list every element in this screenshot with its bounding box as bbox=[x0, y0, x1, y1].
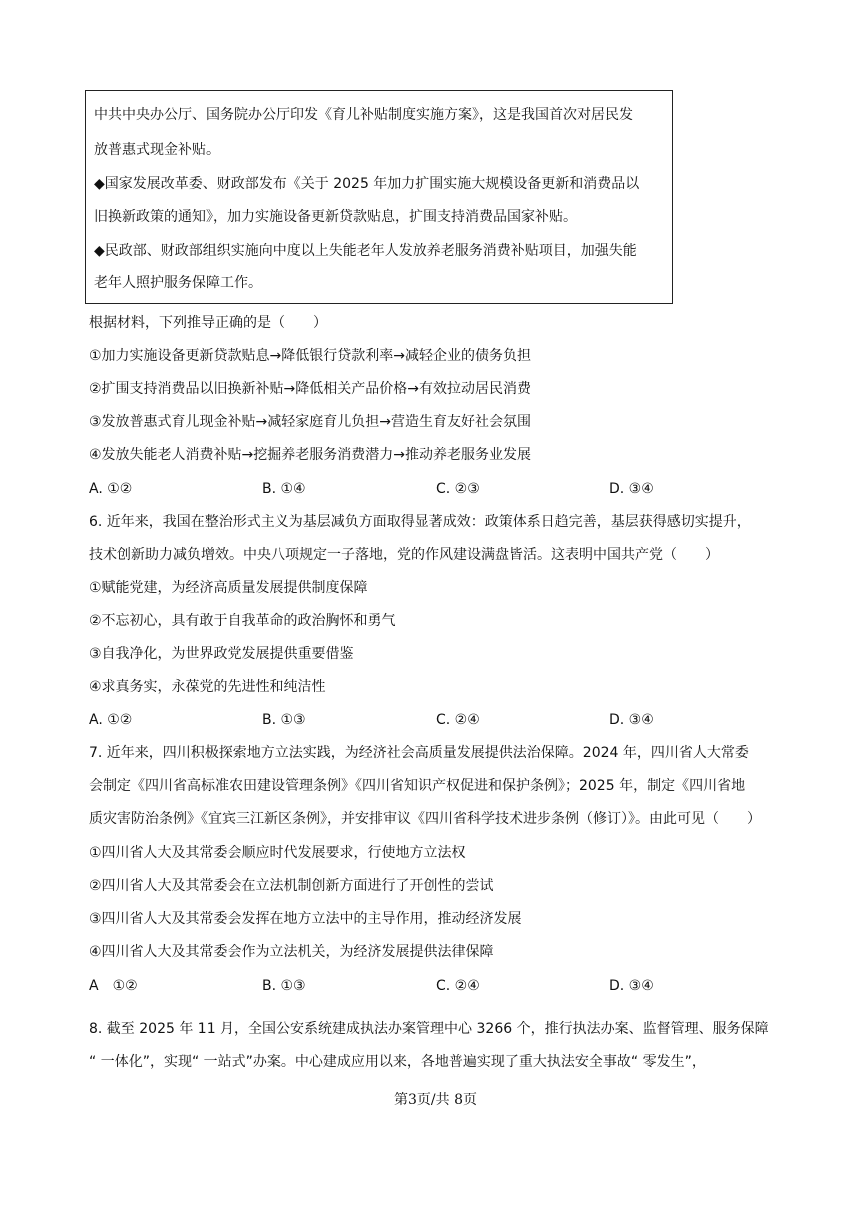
answer-option-d: D. ③④ bbox=[609, 712, 654, 728]
material-line: 中共中央办公厅、国务院办公厅印发《育儿补贴制度实施方案》，这是我国首次对居民发 bbox=[94, 107, 633, 123]
answer-option-c: C. ②④ bbox=[436, 978, 480, 994]
question-item: ②扩围支持消费品以旧换新补贴→降低相关产品价格→有效拉动居民消费 bbox=[89, 381, 532, 397]
question-item: ③自我净化，为世界政党发展提供重要借鉴 bbox=[89, 646, 354, 662]
question-item: ②不忘初心，具有敢于自我革命的政治胸怀和勇气 bbox=[89, 613, 396, 629]
question-stem: 会制定《四川省高标准农田建设管理条例》《四川省知识产权促进和保护条例》；2025 年，制定《四川省地 bbox=[89, 778, 746, 794]
answer-option-b: B. ①④ bbox=[262, 481, 306, 497]
question-item: ④发放失能老人消费补贴→挖掘养老服务消费潜力→推动养老服务业发展 bbox=[89, 447, 532, 463]
question-item: ③发放普惠式育儿现金补贴→减轻家庭育儿负担→营造生育友好社会氛围 bbox=[89, 414, 532, 430]
question-stem: 质灾害防治条例》《宜宾三江新区条例》，并安排审议《四川省科学技术进步条例（修订）》。由此可见（ ） bbox=[89, 811, 761, 827]
answer-option-d: D. ③④ bbox=[609, 978, 654, 994]
question-item: ④求真务实，永葆党的先进性和纯洁性 bbox=[89, 679, 326, 695]
answer-option-a: A ①② bbox=[89, 978, 138, 994]
question-stem: “ 一体化”，实现“ 一站式”办案。中心建成应用以来，各地普遍实现了重大执法安全事故“ 零发生”， bbox=[89, 1054, 706, 1070]
question-item: ②四川省人大及其常委会在立法机制创新方面进行了开创性的尝试 bbox=[89, 878, 494, 894]
material-line: 放普惠式现金补贴。 bbox=[94, 142, 220, 158]
material-line: ◆民政部、财政部组织实施向中度以上失能老年人发放养老服务消费补贴项目，加强失能 bbox=[94, 243, 637, 259]
answer-option-b: B. ①③ bbox=[262, 712, 306, 728]
question-stem: 技术创新助力减负增效。中央八项规定一子落地，党的作风建设满盘皆活。这表明中国共产党（ ） bbox=[89, 547, 719, 563]
answer-option-d: D. ③④ bbox=[609, 481, 654, 497]
material-line: ◆国家发展改革委、财政部发布《关于 2025 年加力扩围实施大规模设备更新和消费品以 bbox=[94, 176, 640, 192]
question-item: ①加力实施设备更新贷款贴息→降低银行贷款利率→减轻企业的债务负担 bbox=[89, 348, 532, 364]
question-stem: 7. 近年来，四川积极探索地方立法实践，为经济社会高质量发展提供法治保障。2024 年，四川省人大常委 bbox=[89, 745, 749, 761]
material-line: 旧换新政策的通知》，加力实施设备更新贷款贴息，扩围支持消费品国家补贴。 bbox=[94, 209, 577, 225]
page-number: 第3页/共 8页 bbox=[394, 1092, 477, 1108]
question-stem: 根据材料，下列推导正确的是（ ） bbox=[89, 315, 327, 331]
answer-option-c: C. ②③ bbox=[436, 481, 480, 497]
answer-option-a: A. ①② bbox=[89, 481, 133, 497]
answer-option-a: A. ①② bbox=[89, 712, 133, 728]
answer-option-c: C. ②④ bbox=[436, 712, 480, 728]
question-item: ①赋能党建，为经济高质量发展提供制度保障 bbox=[89, 580, 368, 596]
question-stem: 6. 近年来，我国在整治形式主义为基层减负方面取得显著成效：政策体系日趋完善，基层获得感切实提升， bbox=[89, 514, 751, 530]
question-item: ①四川省人大及其常委会顺应时代发展要求，行使地方立法权 bbox=[89, 845, 466, 861]
answer-option-b: B. ①③ bbox=[262, 978, 306, 994]
material-line: 老年人照护服务保障工作。 bbox=[94, 275, 262, 291]
question-item: ④四川省人大及其常委会作为立法机关，为经济发展提供法律保障 bbox=[89, 944, 494, 960]
question-stem: 8. 截至 2025 年 11 月，全国公安系统建成执法办案管理中心 3266 个，推行执法办案、监督管理、服务保障 bbox=[89, 1021, 769, 1037]
question-item: ③四川省人大及其常委会发挥在地方立法中的主导作用，推动经济发展 bbox=[89, 911, 522, 927]
